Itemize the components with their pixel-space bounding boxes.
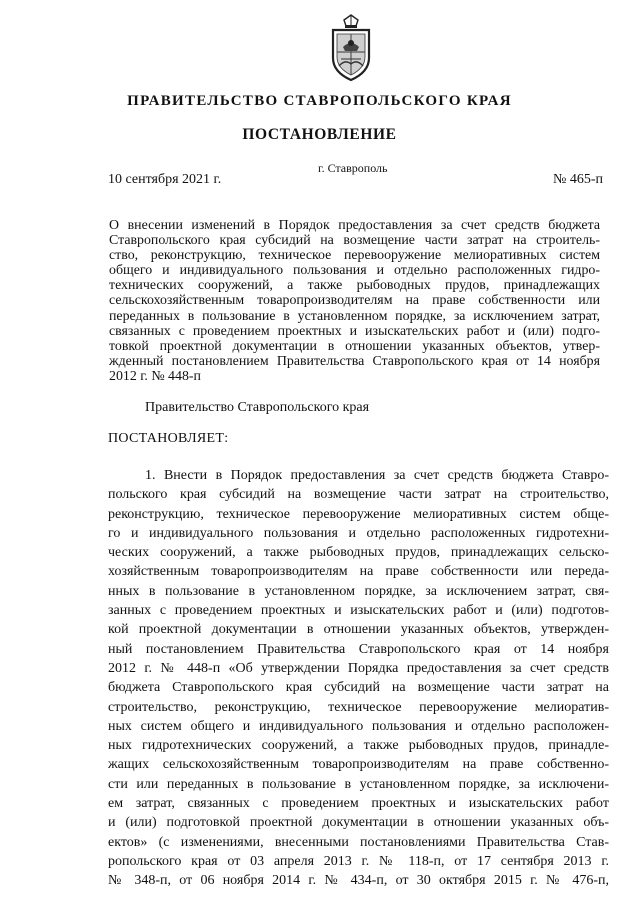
paragraph-line: строительство, реконструкцию, техническое перевооружение мелиоратив- — [108, 699, 609, 715]
coat-of-arms-icon — [329, 14, 373, 82]
document-date: 10 сентября 2021 г. — [108, 172, 222, 187]
document-type: ПОСТАНОВЛЕНИЕ — [242, 126, 397, 143]
paragraph-line: кой проектной документации в отношении указанных объектов, утвержден- — [108, 622, 609, 638]
paragraph-line: польского края субсидий на возмещение части затрат на строительство, — [108, 487, 609, 503]
paragraph-line: и (или) подготовкой проектной документации в отношении указанных объ- — [108, 815, 609, 831]
paragraph-1 — [108, 466, 609, 891]
decree-word: ПОСТАНОВЛЯЕТ: — [108, 431, 229, 446]
document-subject — [109, 218, 600, 384]
subject-line: переданных в пользование в установленном порядке, за исключением затрат, — [109, 308, 600, 324]
paragraph-line: ческих сооружений, а также рыбоводных прудов, принадлежащих сельско- — [108, 545, 609, 561]
subject-line: ство, реконструкцию, техническое перевооружение мелиоративных систем — [109, 248, 600, 264]
subject-line: жденный постановлением Правительства Ставропольского края от 14 ноября — [109, 353, 600, 369]
paragraph-line: сти или переданных в пользование в установленном порядке, за исключени- — [108, 776, 609, 792]
paragraph-line: нных в пользование в установленном порядке, за исключением затрат, свя- — [108, 583, 609, 599]
paragraph-line: 1. Внести в Порядок предоставления за счет средств бюджета Ставро- — [145, 468, 609, 483]
paragraph-line: 2012 г. № 448-п «Об утверждении Порядка предоставления за счет средств — [108, 660, 609, 676]
paragraph-line: № 348-п, от 06 ноября 2014 г. № 434-п, от 30 октября 2015 г. № 476-п, — [108, 873, 609, 889]
subject-line: товкой проектной документации в отношении указанных объектов, утвер- — [109, 338, 600, 354]
preamble: Правительство Ставропольского края — [145, 400, 370, 415]
paragraph-line: ем затрат, связанных с проведением проектных и изыскательских работ — [108, 796, 609, 812]
paragraph-line: хозяйственным товаропроизводителям на праве собственности или переда- — [108, 564, 609, 580]
paragraph-line: ный постановлением Правительства Ставропольского края от 14 ноября — [108, 641, 609, 657]
subject-line: О внесении изменений в Порядок предоставления за счет средств бюджета — [109, 218, 600, 233]
paragraph-line: ных систем общего и индивидуального пользования и отдельно расположен- — [108, 718, 609, 734]
paragraph-line: жащих сельскохозяйственным товаропроизводителям на праве собственно- — [108, 757, 609, 773]
paragraph-line: занных с проведением проектных и изыскательских работ и (или) подготов- — [108, 603, 609, 619]
subject-line: Ставропольского края субсидий на возмещение части затрат на строитель- — [109, 233, 600, 249]
paragraph-line: бюджета Ставропольского края субсидий на возмещение части затрат на — [108, 680, 609, 696]
government-title: ПРАВИТЕЛЬСТВО СТАВРОПОЛЬСКОГО КРАЯ — [127, 93, 512, 109]
document-city: г. Ставрополь — [318, 161, 388, 175]
subject-line: связанных с проведением проектных и изыскательских работ и (или) подго- — [109, 323, 600, 339]
paragraph-line: ропольского края от 03 апреля 2013 г. № 118-п, от 17 сентября 2013 г. — [108, 853, 609, 869]
subject-line: общего и индивидуального пользования и отдельно расположенных гидро- — [109, 263, 600, 279]
paragraph-line: ектов» (с изменениями, внесенными постановлениями Правительства Став- — [108, 834, 609, 850]
subject-line: технических сооружений, а также рыбоводных прудов, принадлежащих — [109, 278, 600, 294]
subject-line: сельскохозяйственным товаропроизводителям на праве собственности или — [109, 293, 600, 309]
document-number: № 465-п — [552, 172, 603, 187]
paragraph-line: ных гидротехнических сооружений, а также рыбоводных прудов, принадле- — [108, 738, 609, 754]
subject-line: 2012 г. № 448-п — [109, 368, 201, 384]
paragraph-line: реконструкцию, техническое перевооружение мелиоративных систем обще- — [108, 506, 609, 522]
paragraph-line: го и индивидуального пользования и отдельно расположенных гидротехни- — [108, 525, 609, 541]
